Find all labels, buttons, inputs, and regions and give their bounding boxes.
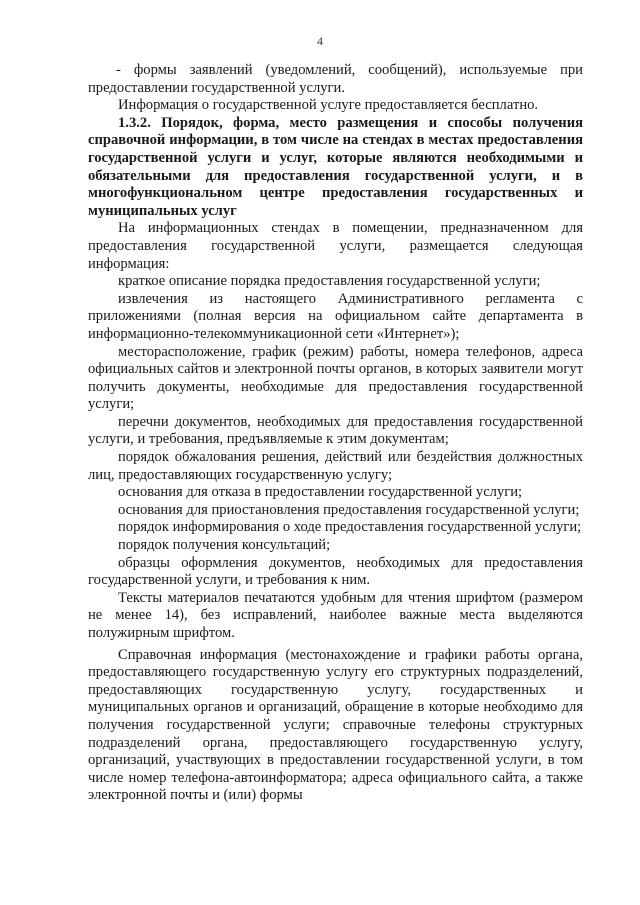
paragraph-information-stands: На информационных стендах в помещении, предназначенном для предоставления государственной услуги, размещается следующая информация: [88,220,583,272]
list-item-consultations: порядок получения консультаций; [118,537,331,554]
section-heading-1-3-2: 1.3.2. Порядок, форма, место размещения и способы получения справочной информации, в том числе на стендах в местах предоставления государственной услуги и услуг, которые являются необходимыми и обязательными для предоставления государственной услуги, и в многофункциональном центре предоставления государственных и муниципальных услуг [88,114,583,219]
list-item-progress-information: порядок информирования о ходе предоставления государственной услуги; [118,519,582,536]
paragraph-reference-information: Справочная информация (местонахождение и графики работы органа, предоставляющего государственную услугу его структурных подразделений, предоставляющих государственную услугу, государственных и муниципальных органов и организаций, обращение в которые необходимо для получения государственной услуги; справочные телефоны структурных подразделений органа, предоставляющего государственную услугу, организаций, участвующих в предоставлении государственной услуги, в том числе номер телефона-автоинформатора; адреса официального сайта, а также электронной почты и (или) формы [88,646,583,804]
list-item-refusal-grounds: основания для отказа в предоставлении государственной услуги; [118,484,523,501]
list-item-brief-description: краткое описание порядка предоставления государственной услуги; [118,273,541,290]
paragraph-application-forms: - формы заявлений (уведомлений, сообщений), используемые при предоставлении государственной услуги. [88,62,583,96]
list-item-appeal-procedure: порядок обжалования решения, действий или бездействия должностных лиц, предоставляющих государственную услугу; [88,449,583,483]
paragraph-free-of-charge: Информация о государственной услуге предоставляется бесплатно. [118,97,539,114]
list-item-suspension-grounds: основания для приостановления предоставления государственной услуги; [118,501,580,518]
paragraph-font-requirements: Тексты материалов печатаются удобным для чтения шрифтом (размером не менее 14), без исправлений, наиболее важные места выделяются полужирным шрифтом. [88,589,583,641]
list-item-location-schedule: месторасположение, график (режим) работы, номера телефонов, адреса официальных сайтов и электронной почты органов, в которых заявители могут получить документы, необходимые для предоставления государственной услуги; [88,343,583,413]
document-body [88,62,583,805]
list-item-document-lists: перечни документов, необходимых для предоставления государственной услуги, и требования, предъявляемые к этим документам; [88,413,583,448]
list-item-regulation-extracts: извлечения из настоящего Административного регламента с приложениями (полная версия на официальном сайте департамента в информационно-телекоммуникационной сети «Интернет»); [88,290,583,342]
list-item-document-samples: образцы оформления документов, необходимых для предоставления государственной услуги, и требования к ним. [88,554,583,589]
page-number: 4 [317,34,323,48]
